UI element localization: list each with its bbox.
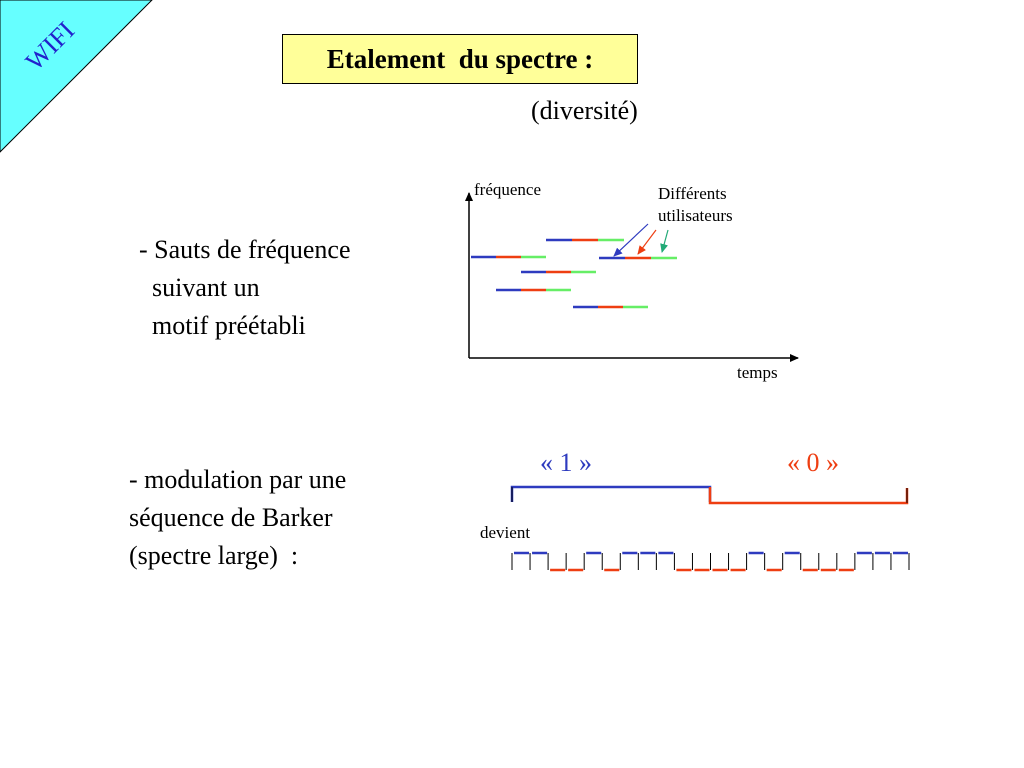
- bullet-line: - Sauts de fréquence: [139, 235, 351, 264]
- bullet-line: motif préétabli: [139, 311, 306, 340]
- bit-one-waveform: [512, 487, 710, 502]
- bullet-line: (spectre large) :: [129, 541, 299, 570]
- bullet-line: séquence de Barker: [129, 503, 333, 532]
- bit-zero-label: « 0 »: [787, 448, 839, 477]
- bit-zero-waveform: [710, 487, 907, 503]
- slide-subtitle: (diversité): [531, 96, 638, 125]
- frequency-axis-label: fréquence: [474, 180, 542, 199]
- becomes-label: devient: [480, 523, 531, 542]
- user-arrow-red: [638, 230, 656, 254]
- users-annotation-line: utilisateurs: [658, 206, 733, 225]
- wifi-banner-text: WIFI: [19, 15, 81, 77]
- user-arrow-green: [662, 230, 668, 252]
- bit-one-label: « 1 »: [540, 448, 592, 477]
- slide-title: Etalement du spectre :: [282, 34, 638, 84]
- hop-segments: [471, 240, 677, 307]
- users-annotation-line: Différents: [658, 184, 727, 203]
- time-axis-label: temps: [737, 363, 778, 382]
- bullet-line: - modulation par une: [129, 465, 347, 494]
- chip-waveform: [512, 553, 909, 570]
- bullet-line: suivant un: [139, 273, 260, 302]
